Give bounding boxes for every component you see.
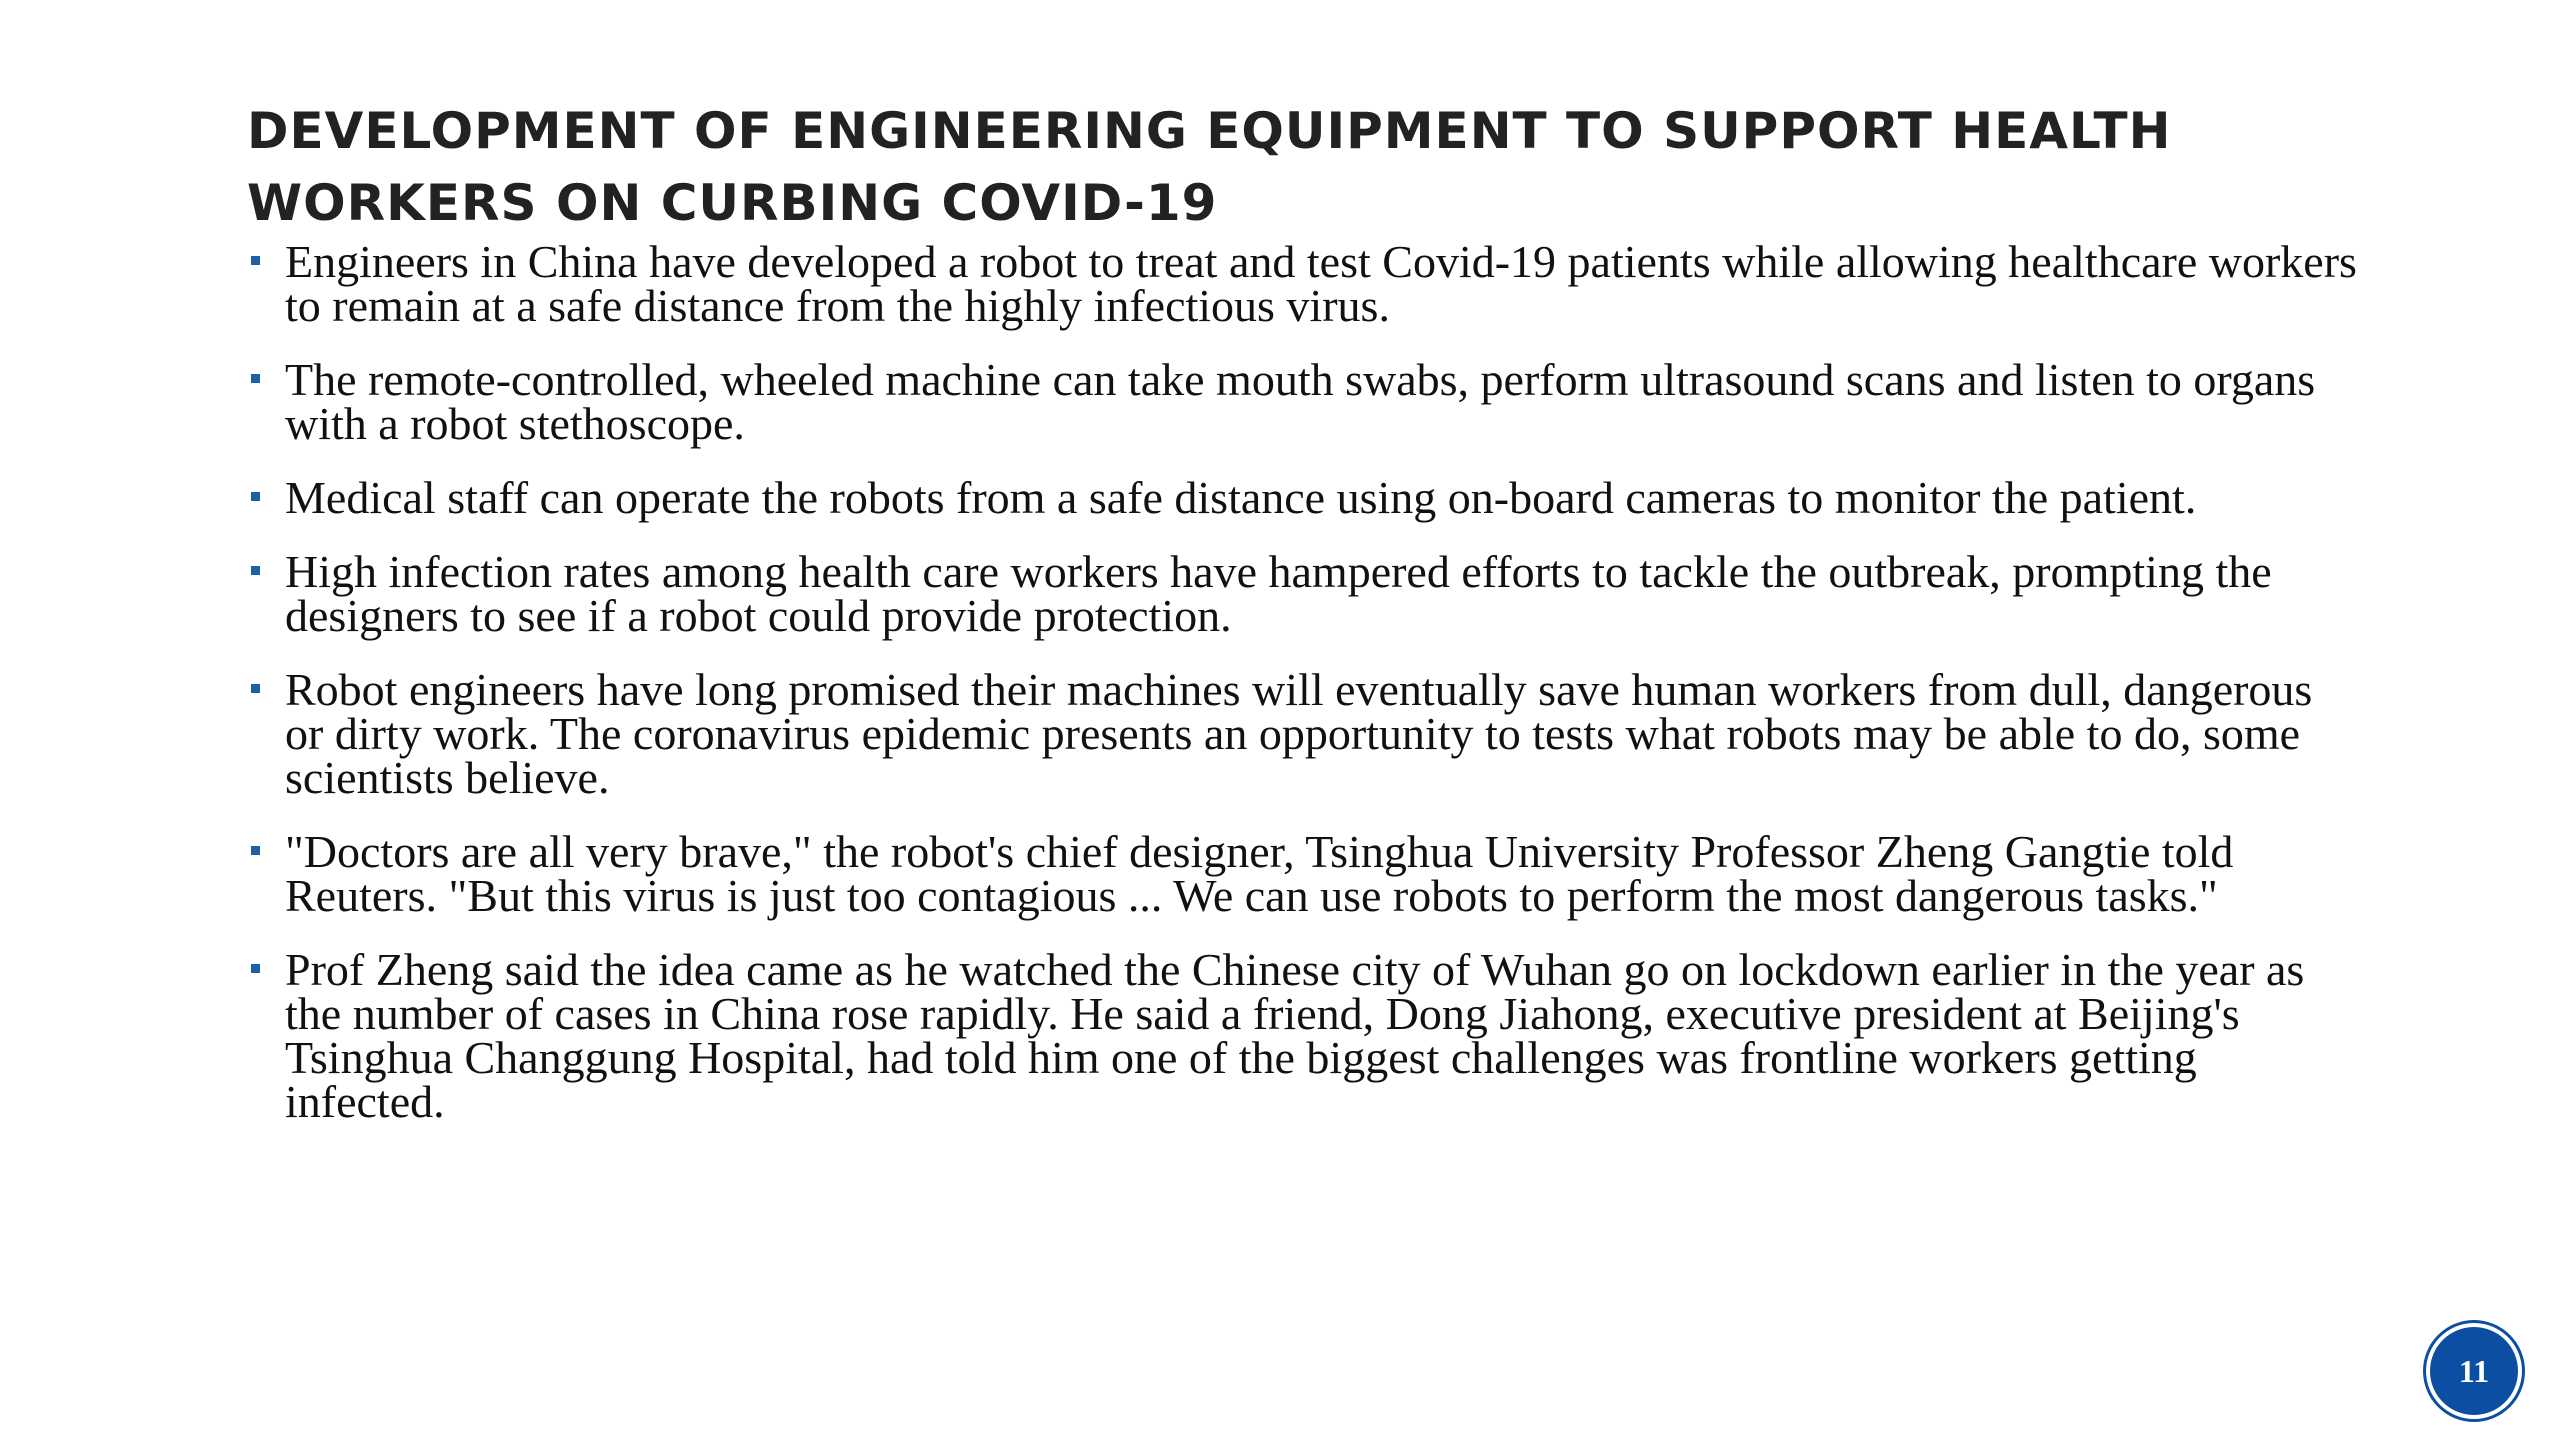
bullet-item-6	[247, 826, 2357, 921]
bullet-text-7: Prof Zheng said the idea came as he watched the Chinese city of Wuhan go on lockdown earlier in the year as the number of cases in China rose rapidly. He said a friend, Dong Jiahong, executive president at Beijing's Tsinghua Changgung Hospital, had told him one of the biggest challenges was frontline workers getting infected.	[285, 944, 2305, 1127]
square-bullet-icon	[251, 684, 260, 693]
square-bullet-icon	[251, 492, 260, 501]
slide-title: DEVELOPMENT OF ENGINEERING EQUIPMENT TO SUPPORT HEALTH WORKERS ON CURBING COVID-19	[247, 102, 2172, 232]
bullet-text-1: Engineers in China have developed a robot to treat and test Covid-19 patients while allowing healthcare workers to remain at a safe distance from the highly infectious virus.	[285, 236, 2357, 331]
bullet-text-5: Robot engineers have long promised their machines will eventually save human workers from dull, dangerous or dirty work. The coronavirus epidemic presents an opportunity to tests what robots may be able to do, some scientists believe.	[285, 664, 2313, 803]
square-bullet-icon	[251, 256, 260, 265]
bullet-list	[247, 236, 2357, 1154]
square-bullet-icon	[251, 374, 260, 383]
square-bullet-icon	[251, 566, 260, 575]
page-number: 11	[2458, 1352, 2490, 1389]
bullet-item-4	[247, 546, 2357, 641]
bullet-text-4: High infection rates among health care workers have hampered efforts to tackle the outbreak, prompting the designers to see if a robot could provide protection.	[285, 546, 2272, 641]
bullet-text-6: "Doctors are all very brave," the robot's chief designer, Tsinghua University Professor Zheng Gangtie told Reuters. "But this virus is just too contagious ... We can use robots to perform the most dangerous tasks."	[285, 826, 2234, 921]
bullet-item-7	[247, 944, 2357, 1127]
bullet-item-1	[247, 236, 2357, 331]
bullet-item-5	[247, 664, 2357, 803]
square-bullet-icon	[251, 846, 260, 855]
page-number-badge	[2430, 1327, 2518, 1415]
bullet-item-2	[247, 354, 2357, 449]
bullet-text-3: Medical staff can operate the robots from a safe distance using on-board cameras to monitor the patient.	[285, 472, 2197, 523]
bullet-item-3	[247, 472, 2357, 523]
bullet-text-2: The remote-controlled, wheeled machine can take mouth swabs, perform ultrasound scans and listen to organs with a robot stethoscope.	[285, 354, 2316, 449]
square-bullet-icon	[251, 964, 260, 973]
